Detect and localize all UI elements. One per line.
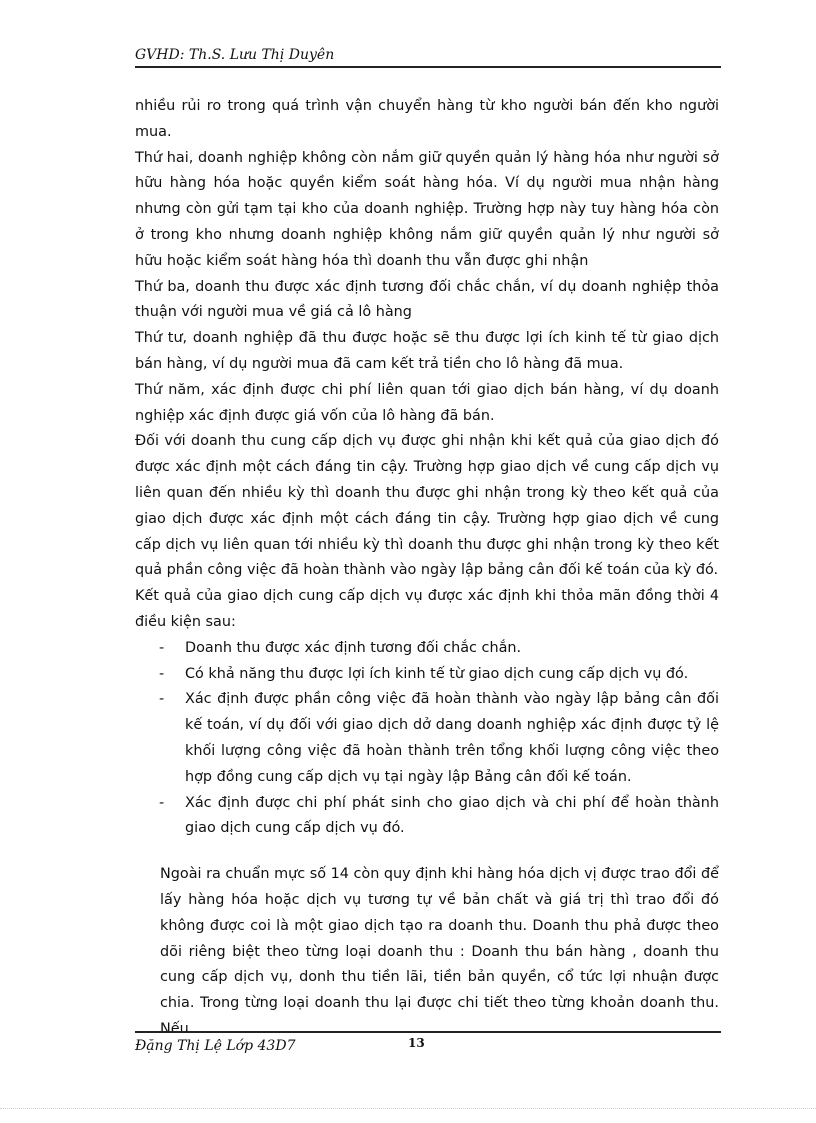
page-bottom-border — [0, 1108, 816, 1109]
paragraph: Đối với doanh thu cung cấp dịch vụ được ghi nhận khi kết quả của giao dịch đó được xác định một cách đáng tin cậy. Trường hợp giao dịch về cung cấp dịch vụ liên quan đến nhiều kỳ thì doanh thu được ghi nhận trong kỳ theo kết quả của giao dịch được xác định một cách đáng tin cậy. Trường hợp giao dịch về cung cấp dịch vụ liên quan tới nhiều kỳ thì doanh thu được ghi nhận trong kỳ theo kết quả phần công việc đã hoàn thành vào ngày lập bảng cân đối kế toán của kỳ đó. — [135, 433, 719, 579]
paragraph: Kết quả của giao dịch cung cấp dịch vụ được xác định khi thỏa mãn đồng thời 4 điều kiện sau: — [135, 588, 719, 630]
list-item — [135, 791, 719, 843]
document-body — [135, 94, 719, 1043]
page-header — [135, 46, 721, 68]
bullet-dash: - — [159, 665, 165, 682]
list-item-text: Xác định được phần công việc đã hoàn thành vào ngày lập bảng cân đối kế toán, ví dụ đối với giao dịch dở dang doanh nghiệp xác định được tỷ lệ khối lượng công việc đã hoàn thành trên tổng khối lượng công việc theo hợp đồng cung cấp dịch vụ tại ngày lập Bảng cân đối kế toán. — [185, 691, 719, 785]
conditions-list — [135, 636, 719, 842]
list-item — [135, 636, 719, 662]
list-item-text: Xác định được chi phí phát sinh cho giao dịch và chi phí để hoàn thành giao dịch cung cấp dịch vụ đó. — [185, 794, 719, 837]
footer-rule — [135, 1031, 721, 1033]
page-number: 13 — [408, 1036, 425, 1050]
list-item-text: Có khả năng thu được lợi ích kinh tế từ giao dịch cung cấp dịch vụ đó. — [185, 665, 689, 682]
list-item — [135, 662, 719, 688]
paragraph: Thứ ba, doanh thu được xác định tương đối chắc chắn, ví dụ doanh nghiệp thỏa thuận với người mua về giá cả lô hàng — [135, 278, 719, 321]
bullet-dash: - — [159, 691, 165, 708]
footer-author: Đặng Thị Lệ Lớp 43D7 — [135, 1038, 296, 1054]
paragraph: nhiều rủi ro trong quá trình vận chuyển hàng từ kho người bán đến kho người mua. — [135, 98, 719, 140]
bullet-dash: - — [159, 639, 165, 656]
bullet-dash: - — [159, 794, 165, 811]
paragraph: Thứ năm, xác định được chi phí liên quan tới giao dịch bán hàng, ví dụ doanh nghiệp xác định được giá vốn của lô hàng đã bán. — [135, 381, 719, 424]
closing-paragraph: Ngoài ra chuẩn mực số 14 còn quy định khi hàng hóa dịch vị được trao đổi để lấy hàng hóa hoặc dịch vụ tương tự về bản chất và giá trị thì trao đổi đó không được coi là một giao dịch tạo ra doanh thu. Doanh thu phả được theo dõi riêng biệt theo từng loại doanh thu : Doanh thu bán hàng , doanh thu cung cấp dịch vụ, donh thu tiền lãi, tiền bản quyền, cổ tức lợi nhuận được chia. Trong từng loại doanh thu lại được chi tiết theo từng khoản doanh thu. Nếu — [160, 866, 719, 1037]
paragraph: Thứ hai, doanh nghiệp không còn nắm giữ quyền quản lý hàng hóa như người sở hữu hàng hóa hoặc quyền kiểm soát hàng hóa. Ví dụ người mua nhận hàng nhưng còn gửi tạm tại kho của doanh nghiệp. Trường hợp này tuy hàng hóa còn ở trong kho nhưng doanh nghiệp không nắm giữ quyền quản lý như người sở hữu hoặc kiểm soát hàng hóa thì doanh thu vẫn được ghi nhận — [135, 149, 719, 269]
list-item — [135, 687, 719, 790]
list-item-text: Doanh thu được xác định tương đối chắc chắn. — [185, 639, 522, 656]
header-supervisor: GVHD: Th.S. Lưu Thị Duyên — [135, 47, 335, 63]
paragraph: Thứ tư, doanh nghiệp đã thu được hoặc sẽ thu được lợi ích kinh tế từ giao dịch bán hàng, ví dụ người mua đã cam kết trả tiền cho lô hàng đã mua. — [135, 330, 719, 372]
